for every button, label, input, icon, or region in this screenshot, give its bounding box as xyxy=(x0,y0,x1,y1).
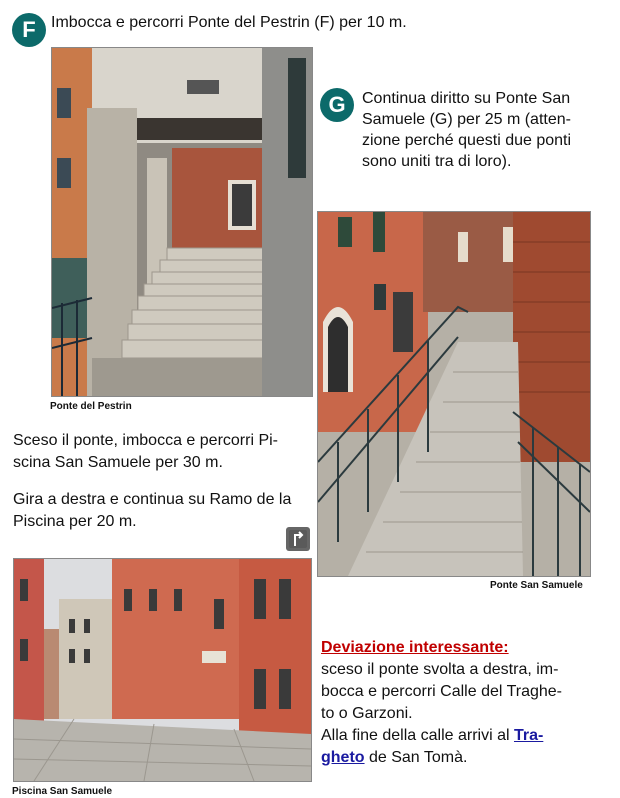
caption-ponte-san-samuele: Ponte San Samuele xyxy=(490,580,583,591)
photo-ponte-san-samuele xyxy=(317,211,591,577)
paragraph-gira-a-destra: Gira a destra e continua su Ramo de la Piscina per 20 m. xyxy=(13,491,292,530)
step-g-text: Continua diritto su Ponte San Samuele (G) per 25 m (atten- zione perché questi due ponti sono uniti tra di loro). xyxy=(362,90,572,170)
photo-ponte-san-samuele-image xyxy=(318,212,590,576)
deviation-line5: gheto de San Tomà. xyxy=(321,749,468,766)
link-tragheto-part1[interactable]: Tra- xyxy=(513,727,544,744)
photo-ponte-del-pestrin-image xyxy=(52,48,312,396)
turn-direction-icon-glyph xyxy=(286,527,310,551)
deviation-block: Deviazione interessante: sceso il ponte svolta a destra, im- bocca e percorri Calle del Traghe- to o Garzoni. Alla fine della calle arrivi al Tra- gheto de San Tomà. xyxy=(321,637,587,769)
photo-piscina-san-samuele xyxy=(13,558,312,782)
paragraph-sceso-il-ponte: Sceso il ponte, imbocca e percorri Pi- scina San Samuele per 30 m. xyxy=(13,432,278,471)
photo-piscina-san-samuele-image xyxy=(14,559,311,781)
link-tragheto-part2[interactable]: gheto xyxy=(321,749,365,766)
caption-ponte-del-pestrin: Ponte del Pestrin xyxy=(50,401,132,412)
turn-direction-icon xyxy=(286,527,310,551)
deviation-title: Deviazione interessante: xyxy=(321,639,509,656)
photo-ponte-del-pestrin xyxy=(51,47,313,397)
step-g-badge: G xyxy=(320,88,354,122)
deviation-line4: Alla fine della calle arrivi al Tra- xyxy=(321,727,544,744)
caption-piscina-san-samuele: Piscina San Samuele xyxy=(12,786,113,797)
step-f-badge: F xyxy=(12,13,46,47)
step-f-text: Imbocca e percorri Ponte del Pestrin (F) per 10 m. xyxy=(51,14,407,31)
